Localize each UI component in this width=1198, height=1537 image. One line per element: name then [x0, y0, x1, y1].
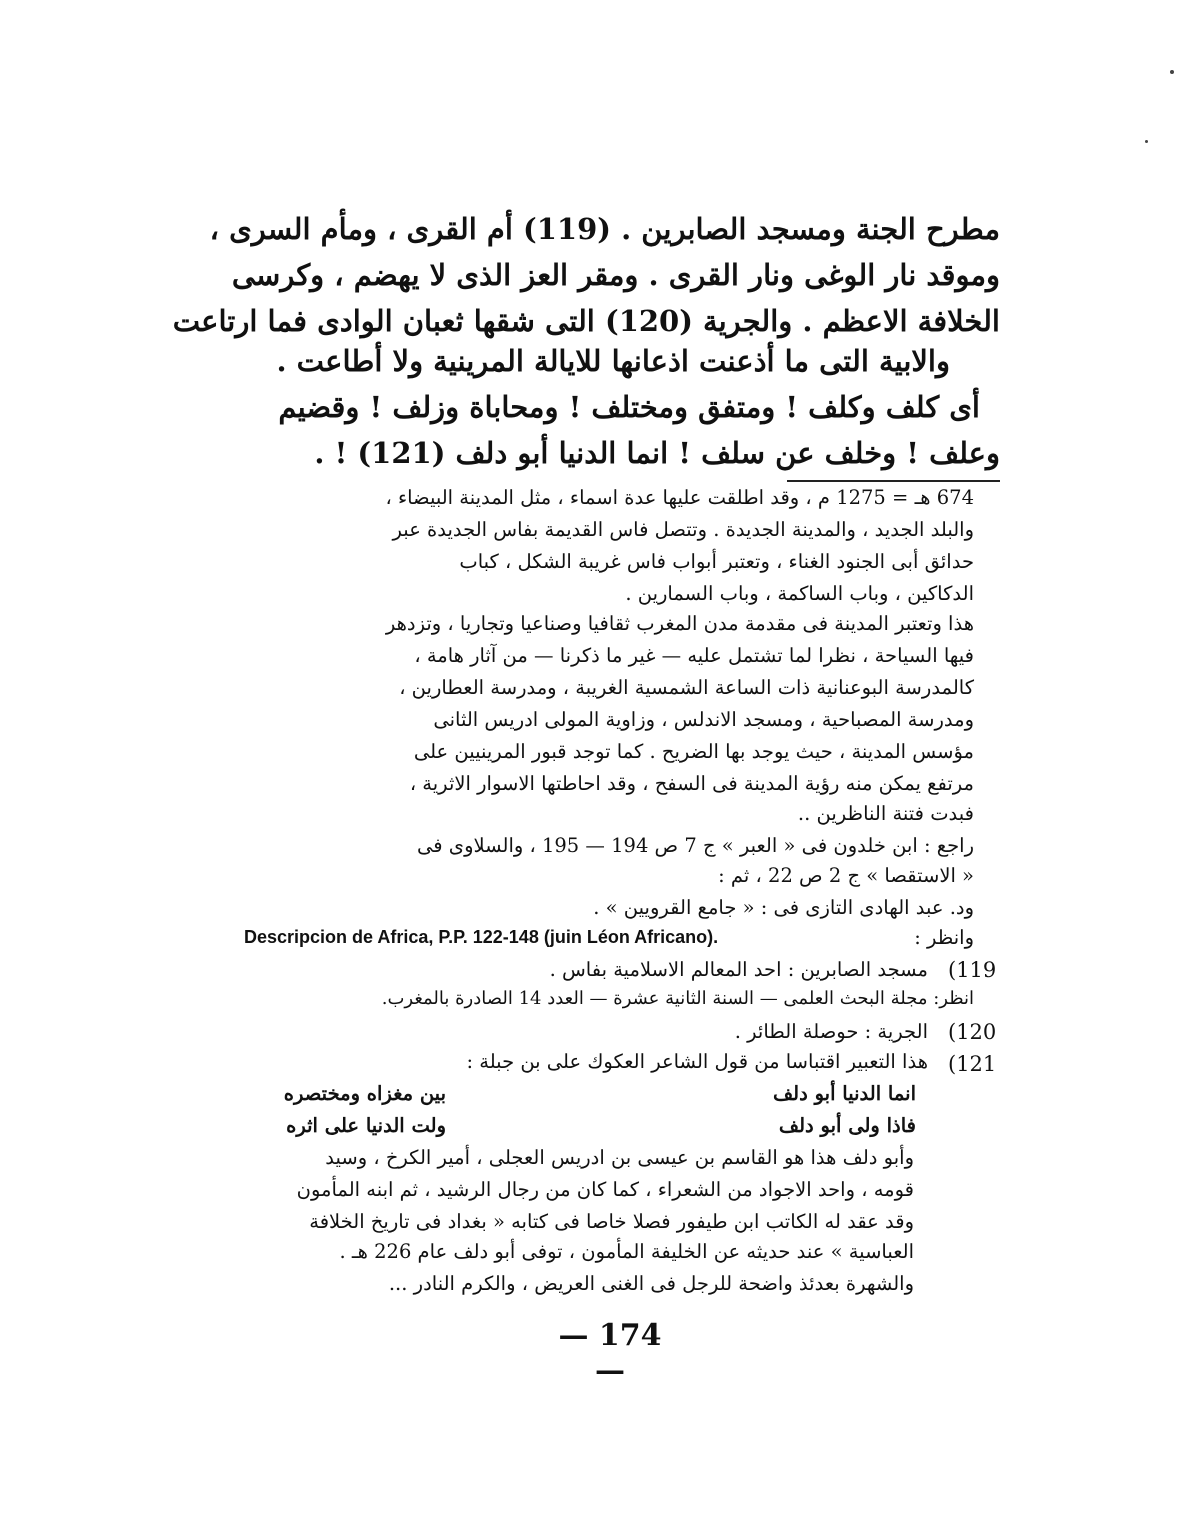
verse-hemistich: فاذا ولى أبو دلف: [778, 1114, 916, 1137]
footnote-line: هذا التعبير اقتباسا من قول الشاعر العكوك على بن جبلة :: [466, 1050, 928, 1073]
footnote-line: مرتفع يمكن منه رؤية المدينة فى السفح ، وقد احاطتها الاسوار الاثرية ،: [409, 772, 974, 795]
footnote-line: انظر: مجلة البحث العلمى — السنة الثانية عشرة — العدد 14 الصادرة بالمغرب.: [381, 988, 974, 1009]
footnote-line: والبلد الجديد ، والمدينة الجديدة . وتتصل فاس القديمة بفاس الجديدة عبر: [392, 518, 974, 541]
footnote-line: والشهرة بعدئذ واضحة للرجل فى الغنى العريض ، والكرم النادر ...: [388, 1272, 914, 1295]
footnote-separator: [787, 480, 1000, 482]
main-line: وعلف ! وخلف عن سلف ! انما الدنيا أبو دلف (121) ! .: [314, 436, 1000, 470]
verse-hemistich: بين مغزاه ومختصره: [283, 1082, 446, 1105]
footnote-line: فيها السياحة ، نظرا لما تشتمل عليه — غير ما ذكرنا — من آثار هامة ،: [414, 644, 974, 667]
footnote-number: (119: [948, 958, 997, 982]
main-line: الخلافة الاعظم . والجرية (120) التى شقها ثعبان الوادى فما ارتاعت: [172, 304, 1000, 338]
verse-hemistich: ولت الدنيا على اثره: [286, 1114, 446, 1137]
footnote-line: العباسية » عند حديثه عن الخليفة المأمون ، توفى أبو دلف عام 226 هـ .: [339, 1240, 914, 1263]
footnote-number: (120: [948, 1020, 997, 1044]
main-line: وموقد نار الوغى ونار القرى . ومقر العز الذى لا يهضم ، وكرسى: [231, 258, 1000, 292]
latin-reference: Descripcion de Africa, P.P. 122-148 (juin Léon Africano).: [244, 927, 719, 947]
page-number: — 174 —: [558, 1318, 662, 1388]
scan-speck: [1145, 140, 1148, 143]
footnote-line: الدكاكين ، وباب الساكمة ، وباب السمارين .: [625, 582, 974, 605]
footnote-line: وأبو دلف هذا هو القاسم بن عيسى بن ادريس العجلى ، أمير الكرخ ، وسيد: [325, 1146, 914, 1169]
footnote-line: مؤسس المدينة ، حيث يوجد بها الضريح . كما توجد قبور المرينيين على: [413, 740, 974, 763]
footnote-line: راجع : ابن خلدون فى « العبر » ج 7 ص 194 — 195 ، والسلاوى فى: [417, 834, 974, 857]
footnote-number: (121: [948, 1052, 997, 1076]
footnote-line: ومدرسة المصباحية ، ومسجد الاندلس ، وزاوية المولى ادريس الثانى: [433, 708, 974, 731]
footnote-line: فبدت فتنة الناظرين ..: [797, 802, 974, 825]
main-line: والابية التى ما أذعنت اذعانها للايالة المرينية ولا أطاعت .: [276, 344, 950, 378]
verse-hemistich: انما الدنيا أبو دلف: [772, 1082, 916, 1105]
footnote-line: الجرية : حوصلة الطائر .: [734, 1020, 928, 1043]
footnote-line: ود. عبد الهادى التازى فى : « جامع القرويين » .: [593, 896, 974, 919]
main-line: مطرح الجنة ومسجد الصابرين . (119) أم القرى ، ومأم السرى ،: [209, 212, 1000, 246]
scan-speck: [1170, 70, 1174, 74]
footnote-line: حدائق أبى الجنود الغناء ، وتعتبر أبواب فاس غريبة الشكل ، كباب: [459, 550, 974, 573]
footnote-line: وقد عقد له الكاتب ابن طيفور فصلا خاصا فى كتابه « بغداد فى تاريخ الخلافة: [309, 1210, 914, 1233]
footnote-line: مسجد الصابرين : احد المعالم الاسلامية بفاس .: [549, 958, 928, 981]
footnote-line: قومه ، واحد الاجواد من الشعراء ، كما كان من رجال الرشيد ، ثم ابنه المأمون: [296, 1178, 914, 1201]
footnote-line: 674 هـ = 1275 م ، وقد اطلقت عليها عدة اسماء ، مثل المدينة البيضاء ،: [385, 486, 974, 509]
footnote-line: هذا وتعتبر المدينة فى مقدمة مدن المغرب ثقافيا وصناعيا وتجاريا ، وتزدهر: [385, 612, 974, 635]
footnote-line: وانظر :: [914, 926, 974, 949]
footnote-line: « الاستقصا » ج 2 ص 22 ، ثم :: [718, 864, 974, 887]
main-line: أى كلف وكلف ! ومتفق ومختلف ! ومحاباة وزلف ! وقضيم: [278, 390, 980, 424]
footnote-line: كالمدرسة البوعنانية ذات الساعة الشمسية الغريبة ، ومدرسة العطارين ،: [399, 676, 974, 699]
